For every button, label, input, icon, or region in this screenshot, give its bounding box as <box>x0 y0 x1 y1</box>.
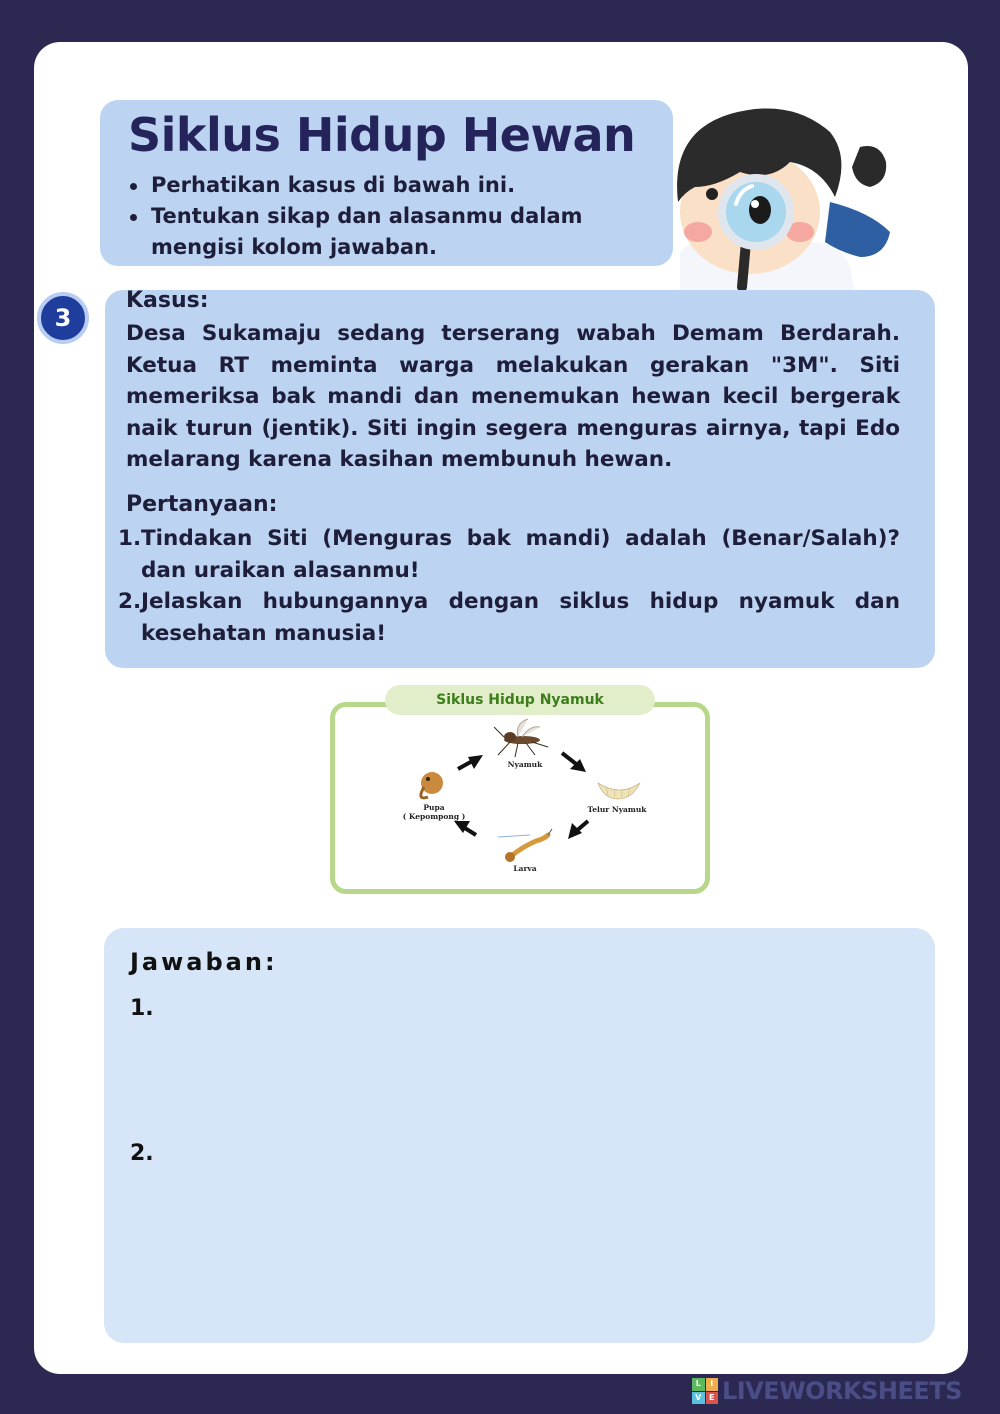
stage-label-egg: Telur Nyamuk <box>587 805 647 814</box>
logo-letter: E <box>706 1392 719 1405</box>
page-title: Siklus Hidup Hewan <box>128 108 636 162</box>
larva-icon <box>498 829 552 862</box>
pupa-alt-name: ( Kepompong ) <box>402 812 466 821</box>
stage-label-pupa <box>400 803 468 821</box>
magnified-eye <box>749 196 771 224</box>
instruction-item: Perhatikan kasus di bawah ini. <box>128 170 648 201</box>
eye <box>706 188 718 200</box>
cycle-arrow-icon <box>458 755 483 769</box>
questions-label: Pertanyaan: <box>126 492 278 517</box>
question-item <box>118 586 900 649</box>
cycle-arrow-icon <box>454 821 476 835</box>
question-text: Jelaskan hubungannya dengan siklus hidup nyamuk dan kesehatan manusia! <box>141 589 900 646</box>
life-cycle-figure <box>370 715 670 885</box>
answer-number: 2. <box>130 1141 154 1166</box>
logo-letter: L <box>692 1378 705 1391</box>
diagram-title: Siklus Hidup Nyamuk <box>385 685 655 715</box>
question-number: 1. <box>118 526 142 551</box>
case-text: Desa Sukamaju sedang terserang wabah Demam Berdarah. Ketua RT meminta warga melakukan gerakan "3M". Siti memeriksa bak mandi dan menemukan hewan kecil bergerak naik turun (jentik). Siti ingin segera menguras airnya, tapi Edo melarang karena kasihan membunuh hewan. <box>126 321 900 472</box>
kid-with-magnifier-illustration <box>660 92 910 292</box>
mosquito-icon <box>494 719 548 757</box>
cheek <box>684 222 712 242</box>
liveworksheets-watermark <box>692 1376 962 1406</box>
liveworksheets-logo-icon <box>692 1378 718 1404</box>
magnifier-handle <box>742 242 746 287</box>
answer-title: Jawaban: <box>130 948 278 976</box>
answer-number: 1. <box>130 996 154 1021</box>
cycle-arrow-icon <box>568 821 588 839</box>
shoe <box>852 146 886 187</box>
pupa-name: Pupa <box>423 803 445 812</box>
stage-label-larva: Larva <box>513 864 537 873</box>
question-text: Tindakan Siti (Menguras bak mandi) adalah (Benar/Salah)? dan uraikan alasanmu! <box>141 526 900 583</box>
answer-1-field[interactable] <box>130 996 910 1116</box>
logo-letter: V <box>692 1392 705 1405</box>
answer-2-field[interactable] <box>130 1141 910 1321</box>
question-number: 2. <box>118 589 142 614</box>
question-item <box>118 523 900 586</box>
logo-letter: I <box>706 1378 719 1391</box>
instruction-item: Tentukan sikap dan alasanmu dalam mengisi kolom jawaban. <box>128 201 648 263</box>
cycle-arrow-icon <box>562 753 586 772</box>
eye-glint <box>751 200 759 208</box>
watermark-text: LIVEWORKSHEETS <box>722 1377 962 1405</box>
egg-icon <box>598 783 640 799</box>
stage-label-adult: Nyamuk <box>507 760 543 769</box>
instruction-list <box>128 170 648 263</box>
pupa-icon <box>421 772 443 798</box>
question-list <box>118 523 900 649</box>
case-label: Kasus: <box>126 288 209 313</box>
question-number-badge: 3 <box>37 292 89 344</box>
